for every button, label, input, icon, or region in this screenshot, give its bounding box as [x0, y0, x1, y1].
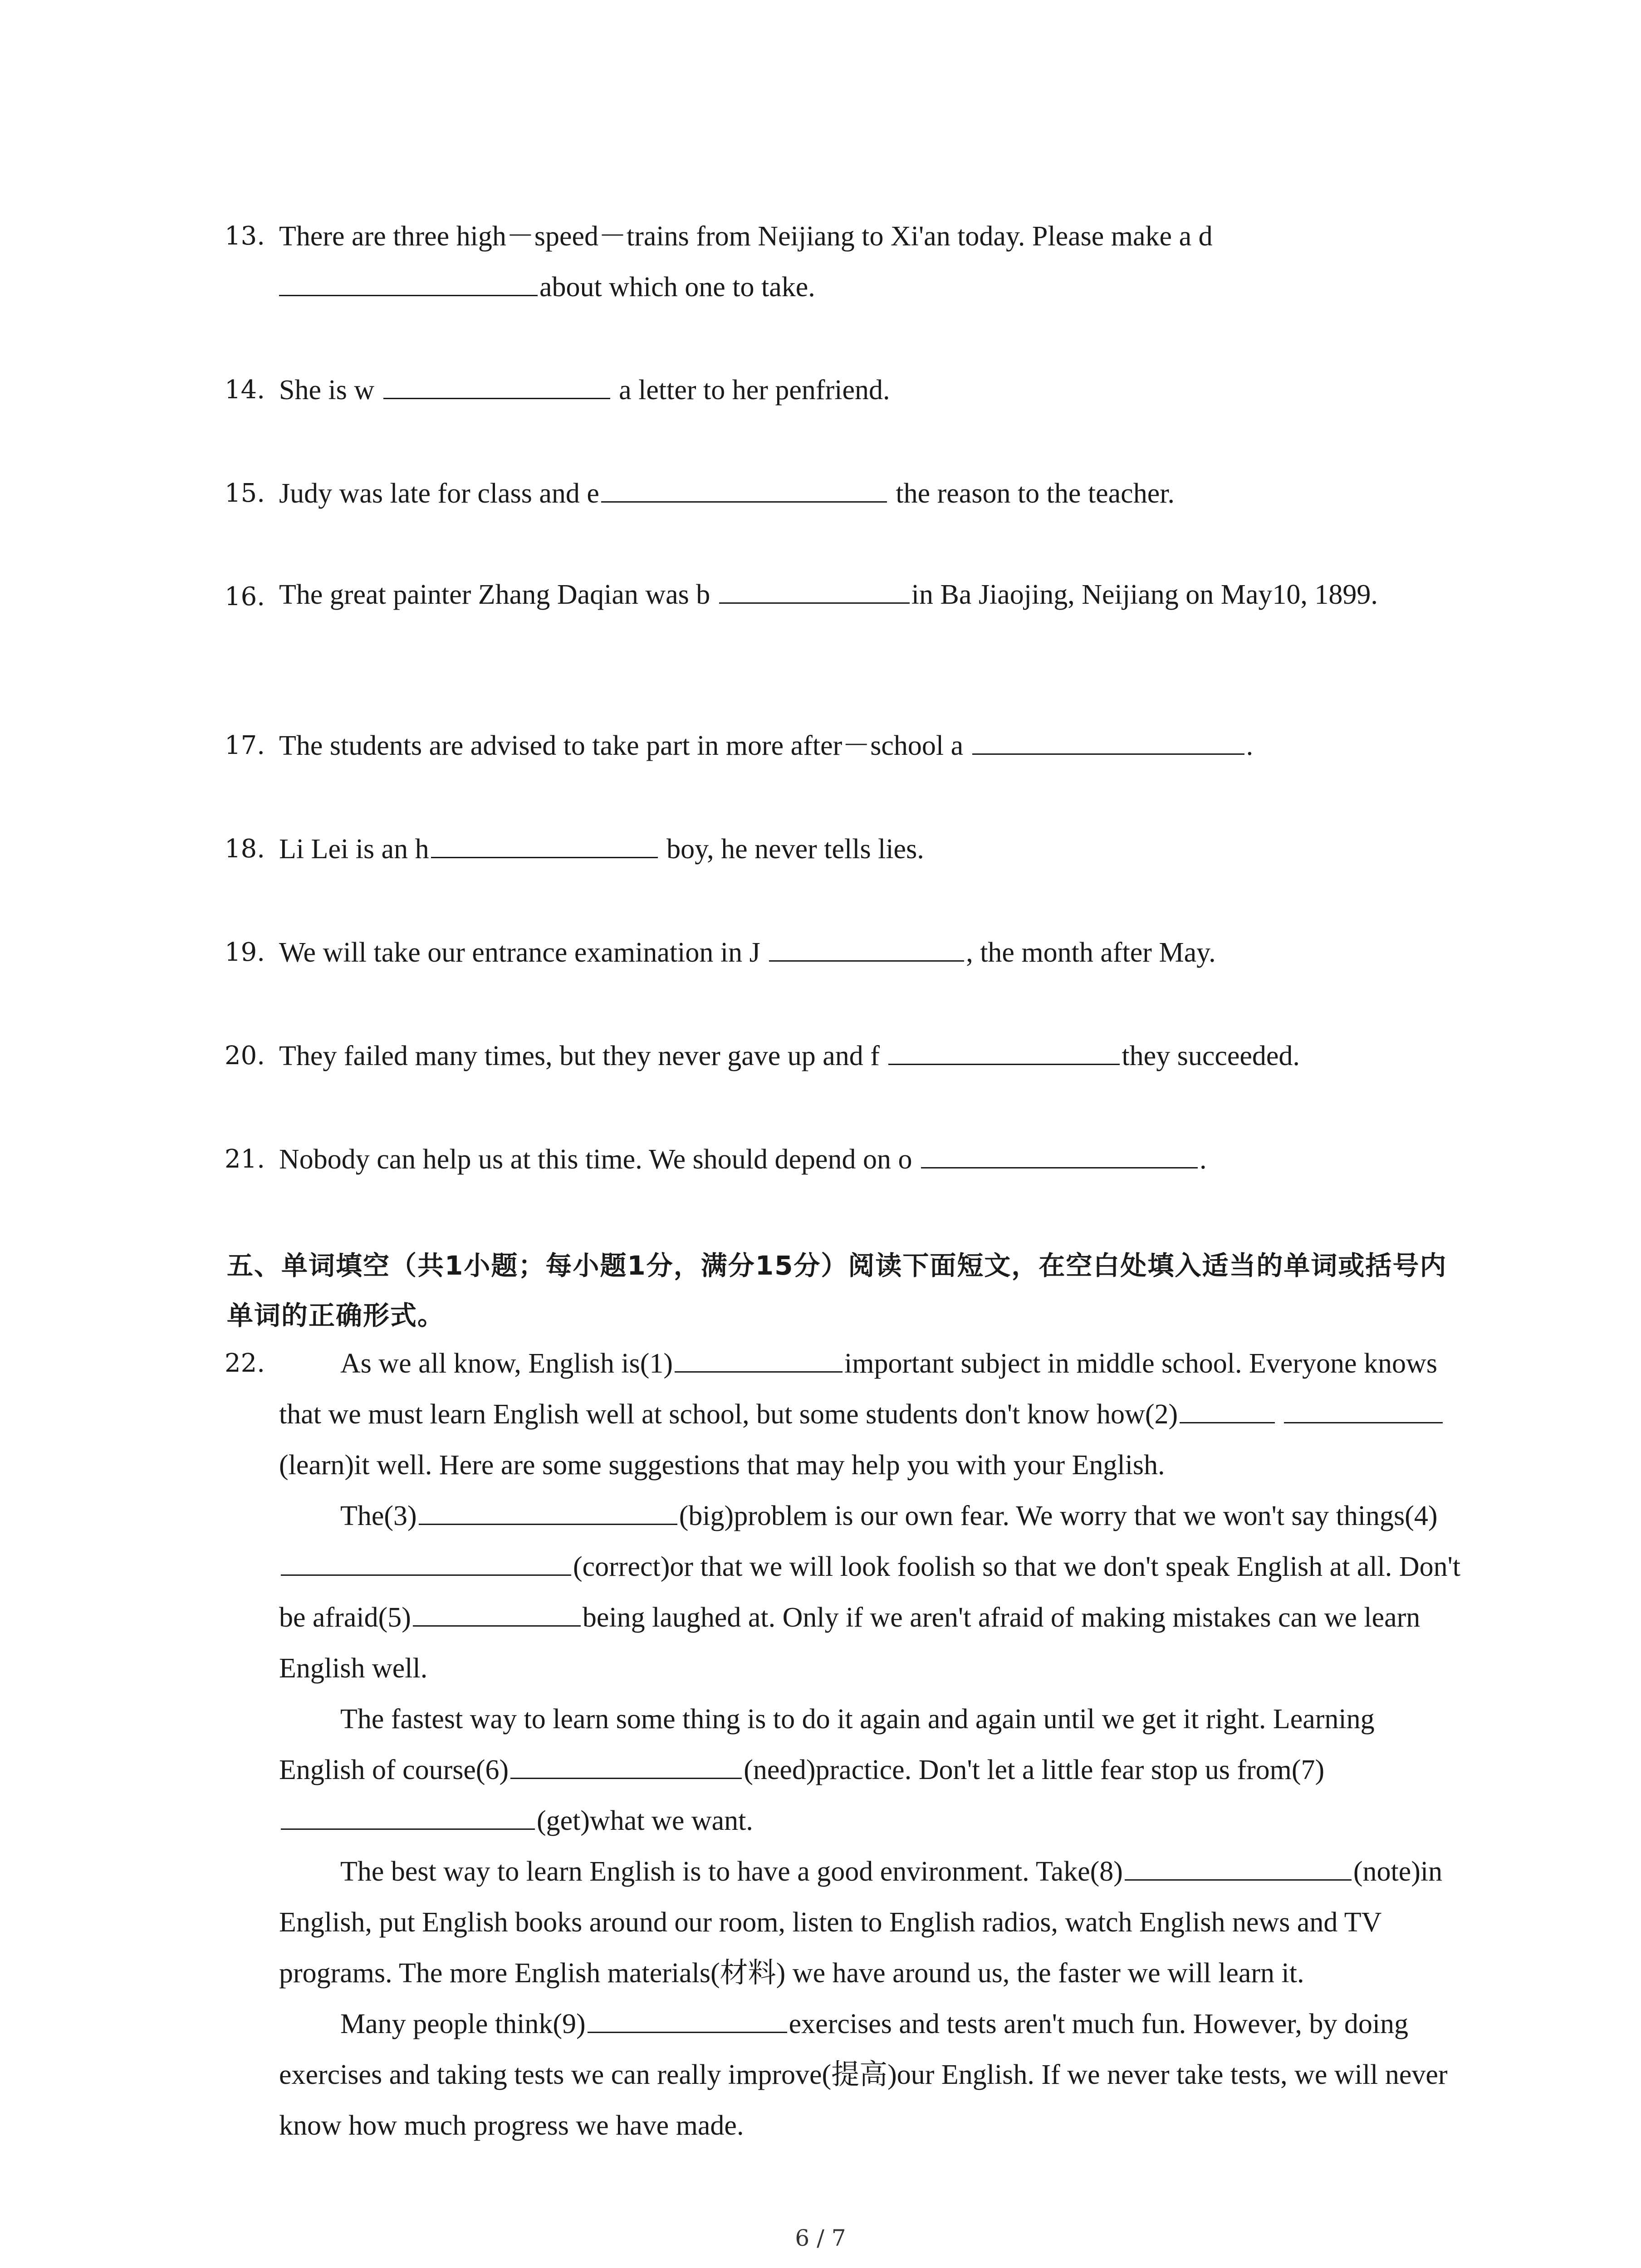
question-text: Nobody can help us at this time. We should depend on o: [279, 1144, 912, 1175]
passage-text: (note)in English, put English books around our room, listen to English radios, watch English news and TV programs. The more English materials(材料) we have around us, the faster we will learn it.: [279, 1856, 1443, 1989]
passage-text: Many people think(9): [340, 2009, 586, 2039]
question-20: [225, 1031, 1450, 1081]
passage-paragraph-1: [279, 1338, 1463, 1491]
question-text-after: about which one to take.: [539, 272, 815, 303]
answer-blank-8[interactable]: [1125, 1848, 1352, 1881]
question-number: 19.: [225, 938, 265, 967]
question-text-after: .: [1246, 730, 1254, 761]
answer-blank-7[interactable]: [281, 1798, 535, 1830]
answer-blank-6[interactable]: [510, 1747, 742, 1779]
question-text-after: they succeeded.: [1122, 1041, 1300, 1071]
answer-blank-2[interactable]: [1180, 1391, 1275, 1423]
answer-blank-1[interactable]: [675, 1340, 843, 1373]
question-16: [225, 572, 1450, 617]
section-title: 五、单词填空（共1小题；每小题1分，满分15分）阅读下面短文，在空白处填入适当的单词或括号内单词的正确形式。: [227, 1250, 1447, 1331]
question-text: She is w: [279, 375, 375, 406]
page-number: 6 / 7: [795, 2225, 846, 2251]
passage-text: (learn)it well. Here are some suggestions that may help you with your English.: [279, 1450, 1165, 1481]
question-13: [225, 211, 1450, 313]
passage-text: The fastest way to learn some thing is to do it again and again until we get it right. Learning English of course(6): [279, 1704, 1375, 1785]
answer-blank[interactable]: [279, 264, 538, 296]
question-text: There are three high－speed－trains from Neijiang to Xi'an today. Please make a d: [279, 221, 1213, 252]
question-number: 21.: [225, 1144, 265, 1174]
question-number: 14.: [225, 375, 265, 405]
passage-text: exercises and tests aren't much fun. However, by doing exercises and taking tests we can really improve(提高)our English. If we never take tests, we will never know how much progress we have made.: [279, 2009, 1448, 2141]
answer-blank[interactable]: [383, 367, 610, 399]
passage-paragraph-4: [279, 1846, 1463, 1999]
passage-text: important subject in middle school. Everyone knows that we must learn English well at school, but some students don't know how(2): [279, 1348, 1437, 1430]
answer-blank[interactable]: [431, 826, 658, 858]
question-text-after: , the month after May.: [966, 937, 1216, 968]
answer-blank[interactable]: [719, 572, 910, 604]
question-19: [225, 927, 1450, 978]
passage-paragraph-3: [279, 1694, 1463, 1846]
question-18: [225, 824, 1450, 875]
answer-blank-3[interactable]: [419, 1493, 677, 1525]
question-text-after: in Ba Jiaojing, Neijiang on May10, 1899.: [911, 579, 1378, 610]
passage-text: As we all know, English is(1): [340, 1348, 673, 1379]
answer-blank[interactable]: [921, 1136, 1198, 1168]
question-22-passage: [225, 1338, 1463, 2151]
question-text: They failed many times, but they never gave up and f: [279, 1041, 880, 1071]
question-number: 20.: [225, 1041, 265, 1070]
passage-text: (big)problem is our own fear. We worry that we won't say things(4): [679, 1501, 1438, 1531]
question-number: 15.: [225, 479, 265, 508]
passage-text: being laughed at. Only if we aren't afraid of making mistakes can we learn English well.: [279, 1602, 1421, 1684]
question-17: [225, 720, 1450, 771]
question-21: [225, 1134, 1450, 1185]
question-15: [225, 468, 1450, 519]
passage-text: (need)practice. Don't let a little fear stop us from(7): [744, 1755, 1325, 1785]
answer-blank-4[interactable]: [281, 1544, 571, 1576]
question-number: 13.: [225, 221, 265, 251]
passage-text: The best way to learn English is to have a good environment. Take(8): [340, 1856, 1123, 1887]
question-text-after: the reason to the teacher.: [896, 478, 1175, 509]
question-text: Li Lei is an h: [279, 834, 429, 865]
question-text: The great painter Zhang Daqian was b: [279, 579, 710, 610]
passage-text: (correct)or that we will look foolish so that we don't speak English at all. Don't be afraid(5): [279, 1551, 1460, 1633]
passage-paragraph-5: [279, 1999, 1463, 2151]
question-text: The students are advised to take part in more after－school a: [279, 730, 964, 761]
answer-blank-2-cont[interactable]: [1284, 1391, 1443, 1423]
question-text-after: a letter to her penfriend.: [619, 375, 890, 406]
question-14: [225, 365, 1450, 415]
question-number: 16.: [225, 582, 265, 611]
question-text-after: .: [1200, 1144, 1207, 1175]
question-number: 18.: [225, 834, 265, 864]
question-text-after: boy, he never tells lies.: [666, 834, 924, 865]
answer-blank[interactable]: [888, 1033, 1120, 1065]
question-text: We will take our entrance examination in J: [279, 937, 760, 968]
answer-blank[interactable]: [769, 929, 964, 962]
passage-paragraph-2: [279, 1491, 1463, 1694]
passage-text: The(3): [340, 1501, 417, 1531]
question-number: 22.: [225, 1349, 265, 1378]
question-text: Judy was late for class and e: [279, 478, 599, 509]
answer-blank[interactable]: [601, 470, 887, 503]
answer-blank-9[interactable]: [588, 2001, 787, 2033]
answer-blank[interactable]: [972, 723, 1244, 755]
answer-blank-5[interactable]: [413, 1594, 581, 1627]
question-number: 17.: [225, 731, 265, 760]
passage-text: (get)what we want.: [537, 1805, 753, 1836]
